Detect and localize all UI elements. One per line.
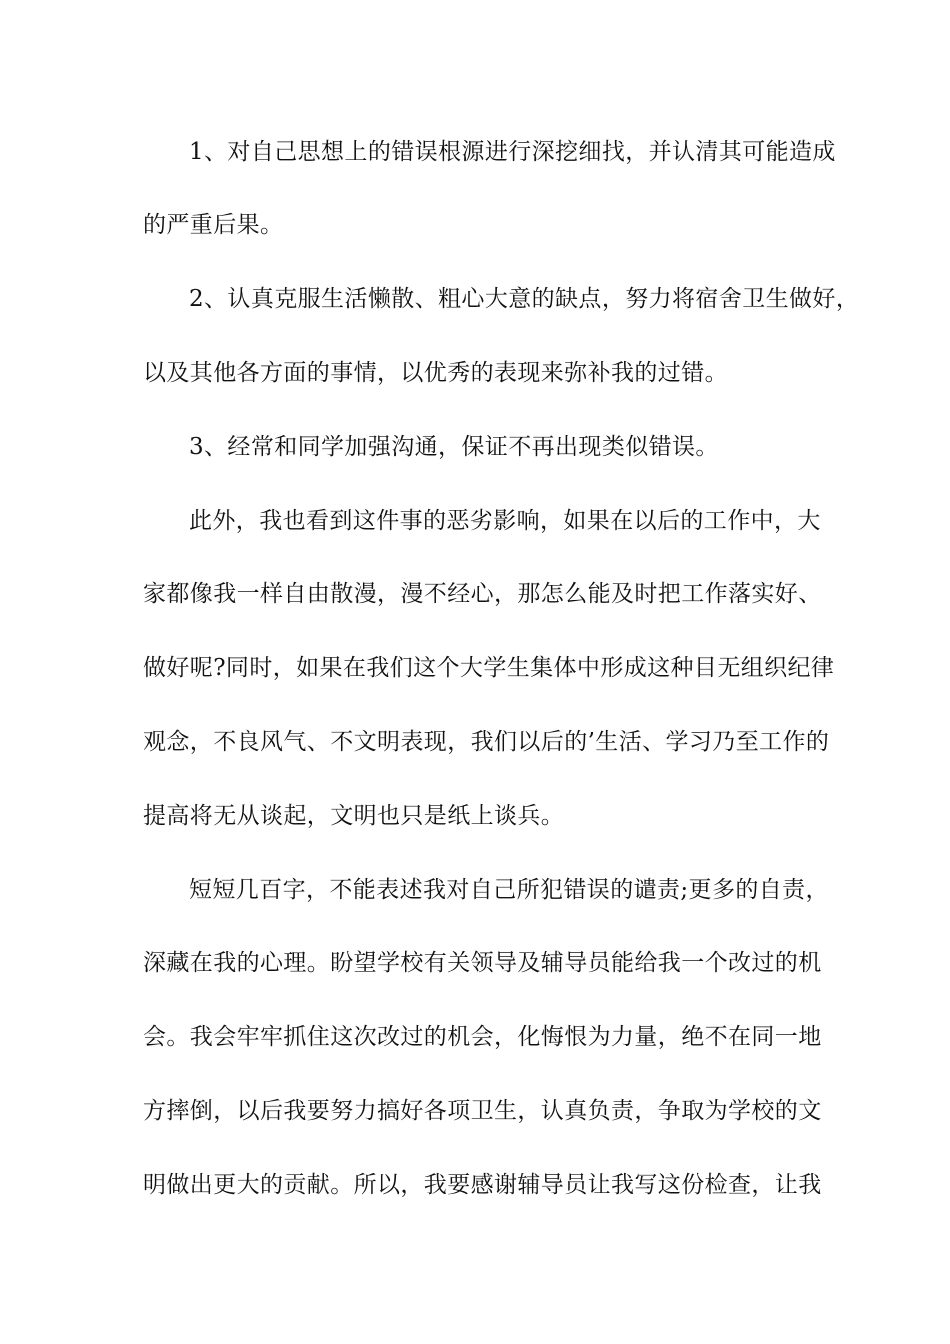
- paragraph-1-line-1: 1、对自己思想上的错误根源进行深挖细找，并认清其可能造成: [189, 139, 836, 165]
- paragraph-3-line-1: 3、经常和同学加强沟通，保证不再出现类似错误。: [189, 434, 719, 460]
- paragraph-4-line-3: 做好呢?同时，如果在我们这个大学生集体中形成这种目无组织纪律: [143, 655, 835, 681]
- paragraph-5-line-1: 短短几百字，不能表述我对自己所犯错误的谴责;更多的自责，: [189, 877, 829, 903]
- paragraph-1-line-2: 的严重后果。: [143, 212, 284, 238]
- paragraph-5-line-4: 方摔倒，以后我要努力搞好各项卫生，认真负责，争取为学校的文: [143, 1098, 822, 1124]
- paragraph-4-line-5: 提高将无从谈起，文明也只是纸上谈兵。: [143, 803, 565, 829]
- paragraph-2-line-1: 2、认真克服生活懒散、粗心大意的缺点，努力将宿舍卫生做好，: [189, 286, 860, 312]
- paragraph-5-line-2: 深藏在我的心理。盼望学校有关领导及辅导员能给我一个改过的机: [143, 950, 822, 976]
- paragraph-2-line-2: 以及其他各方面的事情，以优秀的表现来弥补我的过错。: [143, 360, 728, 386]
- paragraph-5-line-5: 明做出更大的贡献。所以，我要感谢辅导员让我写这份检查，让我: [143, 1172, 822, 1198]
- paragraph-4-line-1: 此外，我也看到这件事的恶劣影响，如果在以后的工作中，大: [189, 508, 821, 534]
- paragraph-4-line-4: 观念，不良风气、不文明表现，我们以后的’生活、学习乃至工作的: [143, 729, 830, 755]
- paragraph-4-line-2: 家都像我一样自由散漫，漫不经心，那怎么能及时把工作落实好、: [143, 581, 822, 607]
- paragraph-5-line-3: 会。我会牢牢抓住这次改过的机会，化悔恨为力量，绝不在同一地: [143, 1024, 822, 1050]
